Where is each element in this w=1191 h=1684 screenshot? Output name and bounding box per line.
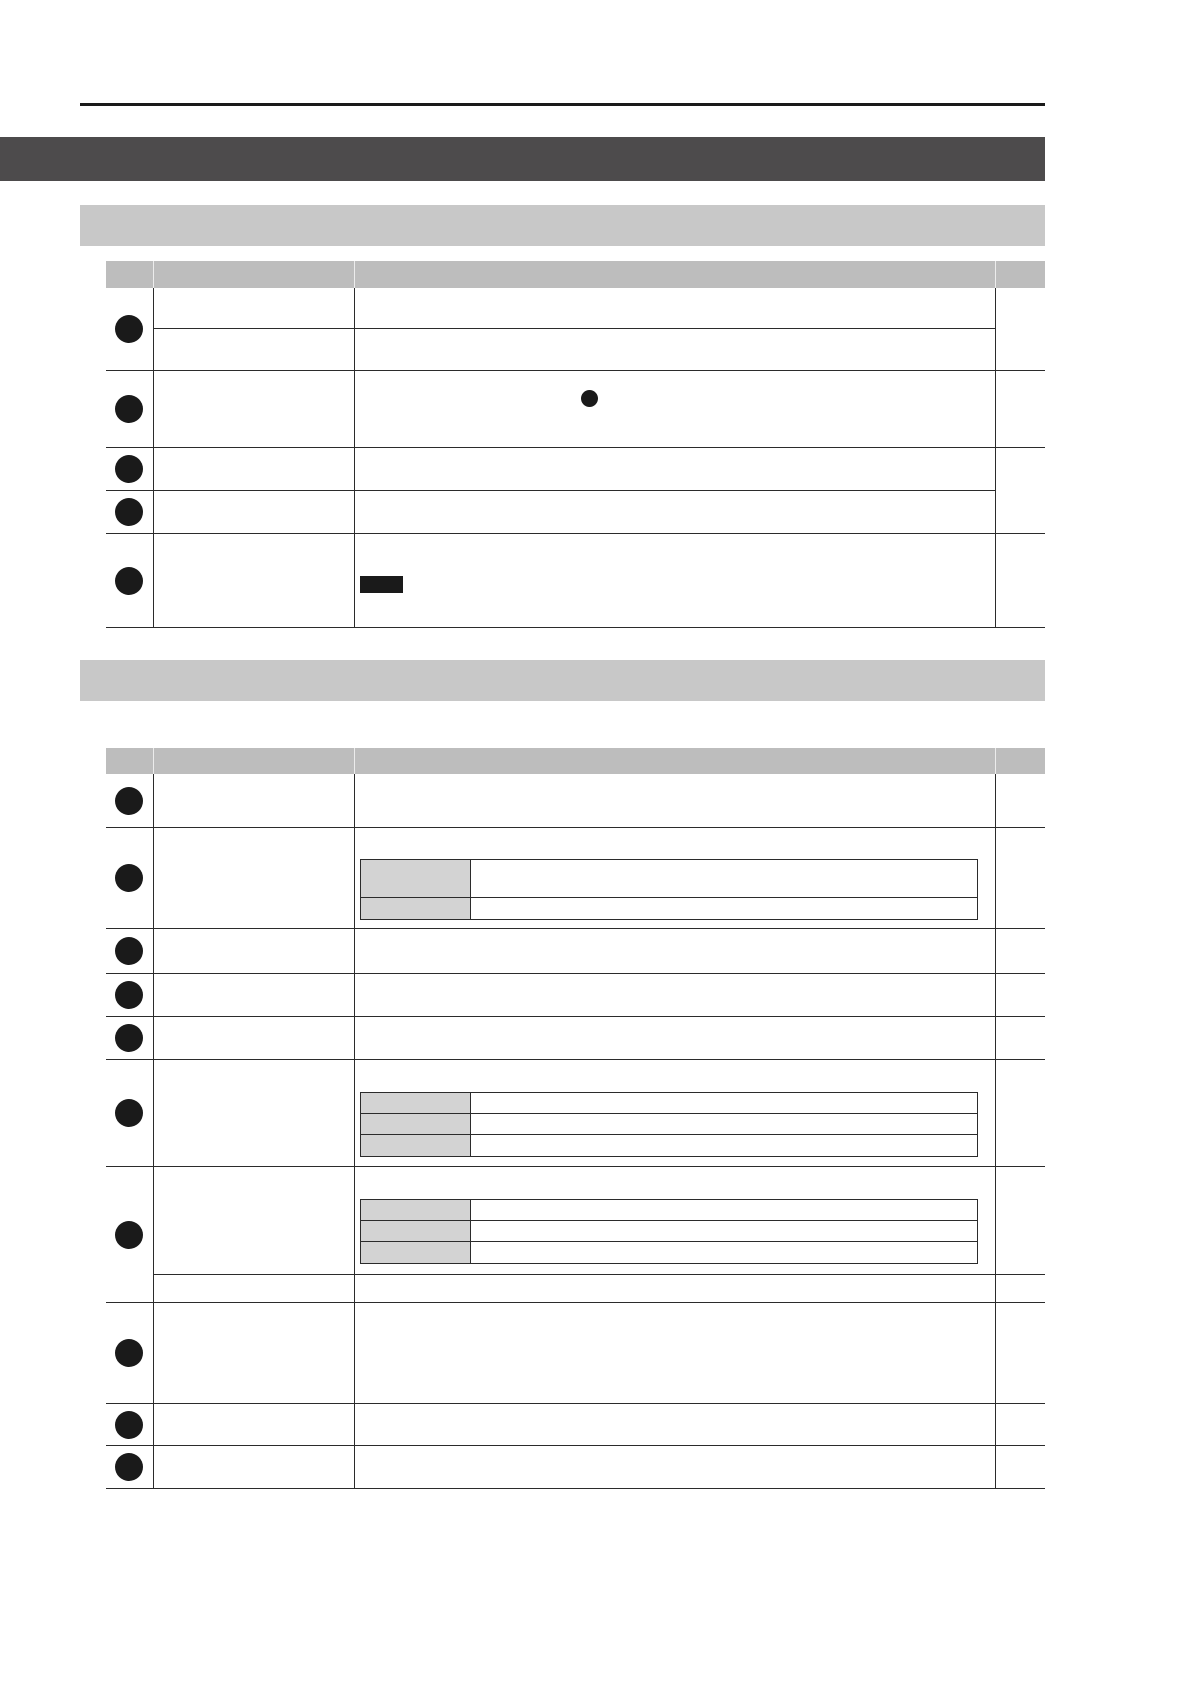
marker-cell [106,1446,153,1489]
page-ref-cell [995,371,1045,448]
inline-marker-icon [581,390,598,407]
description-cell [354,1446,995,1489]
number-marker-icon [115,498,143,526]
number-marker-icon [115,864,143,892]
description-cell [354,1303,995,1404]
description-cell [354,491,995,534]
description-cell [354,929,995,974]
option-value-cell [471,1093,977,1113]
number-marker-icon [115,1411,143,1439]
table-header-cell [995,748,1045,774]
page-ref-cell [995,288,1045,371]
name-cell [153,491,354,534]
description-cell [354,371,995,448]
marker-cell [106,974,153,1017]
option-label-cell [361,1221,471,1241]
marker-cell [106,929,153,974]
marker-cell [106,1303,153,1404]
number-marker-icon [115,1024,143,1052]
description-cell [354,1060,995,1167]
number-marker-icon [115,787,143,815]
option-row [361,1135,977,1156]
option-table [360,859,978,920]
number-marker-icon [115,1453,143,1481]
option-row [361,898,977,919]
page-ref-cell [995,974,1045,1017]
name-cell [153,1303,354,1404]
option-value-cell [471,1135,977,1156]
description-cell [354,448,995,491]
marker-cell [106,828,153,929]
marker-cell [106,534,153,628]
table-header-cell [153,261,354,288]
name-cell [153,1275,354,1303]
description-cell [354,828,995,929]
table-header-cell [995,261,1045,288]
note-badge [360,576,403,593]
description-cell [354,1017,995,1060]
description-cell [354,288,995,329]
page-ref-cell [995,1446,1045,1489]
option-label-cell [361,898,471,919]
marker-cell [106,448,153,491]
number-marker-icon [115,395,143,423]
option-label-cell [361,1242,471,1263]
name-cell [153,1167,354,1275]
page-ref-cell [995,774,1045,828]
marker-cell [106,1404,153,1446]
page-ref-cell [995,534,1045,628]
option-value-cell [471,1200,977,1220]
page-ref-cell [995,1060,1045,1167]
name-cell [153,1446,354,1489]
name-cell [153,1404,354,1446]
name-cell [153,534,354,628]
table-header-cell [106,748,153,774]
option-value-cell [471,1242,977,1263]
marker-cell [106,1017,153,1060]
table-header-cell [354,261,995,288]
name-cell [153,828,354,929]
description-cell [354,1404,995,1446]
number-marker-icon [115,315,143,343]
page-ref-cell [995,1303,1045,1404]
option-label-cell [361,1200,471,1220]
option-row [361,1114,977,1135]
name-cell [153,1017,354,1060]
header-rule [80,103,1045,106]
description-cell [354,974,995,1017]
option-row [361,1242,977,1263]
marker-cell [106,774,153,828]
option-row [361,1221,977,1242]
page-ref-cell [995,448,1045,534]
number-marker-icon [115,937,143,965]
option-value-cell [471,898,977,919]
name-cell [153,371,354,448]
table-header-cell [354,748,995,774]
marker-cell [106,1060,153,1167]
section-bar-2 [80,660,1045,701]
option-label-cell [361,1135,471,1156]
number-marker-icon [115,567,143,595]
parameter-table-2 [106,748,1045,1489]
option-value-cell [471,1114,977,1134]
table-header-cell [106,261,153,288]
option-row [361,1200,977,1221]
description-cell [354,1275,995,1303]
marker-cell [106,1167,153,1303]
page-ref-cell [995,1404,1045,1446]
option-label-cell [361,1093,471,1113]
page-ref-cell [995,828,1045,929]
name-cell [153,329,354,371]
description-cell [354,774,995,828]
option-label-cell [361,1114,471,1134]
chapter-bar [0,137,1045,181]
page-ref-cell [995,929,1045,974]
marker-cell [106,288,153,371]
marker-cell [106,491,153,534]
page-ref-cell [995,1275,1045,1303]
name-cell [153,974,354,1017]
section-bar-1 [80,205,1045,246]
option-row [361,1093,977,1114]
description-cell [354,329,995,371]
option-row [361,860,977,898]
option-value-cell [471,860,977,897]
option-label-cell [361,860,471,897]
number-marker-icon [115,455,143,483]
table-header-cell [153,748,354,774]
number-marker-icon [115,1221,143,1249]
number-marker-icon [115,1339,143,1367]
option-value-cell [471,1221,977,1241]
name-cell [153,774,354,828]
name-cell [153,929,354,974]
description-cell [354,1167,995,1275]
name-cell [153,448,354,491]
marker-cell [106,371,153,448]
number-marker-icon [115,1099,143,1127]
parameter-table-1 [106,261,1045,628]
page-ref-cell [995,1017,1045,1060]
name-cell [153,288,354,329]
name-cell [153,1060,354,1167]
description-cell [354,534,995,628]
page-ref-cell [995,1167,1045,1275]
option-table [360,1092,978,1157]
number-marker-icon [115,981,143,1009]
option-table [360,1199,978,1264]
